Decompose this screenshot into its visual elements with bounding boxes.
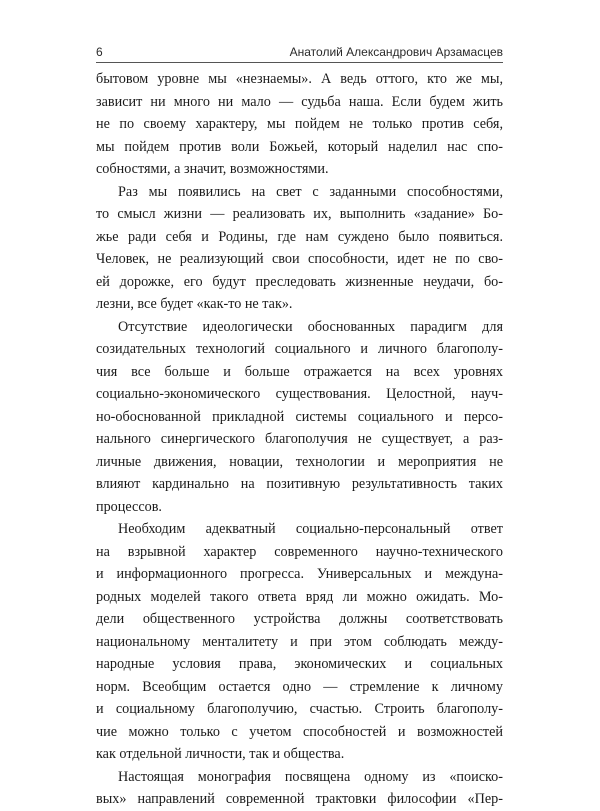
text-line: национальному менталитету и при этом соблюдать между- <box>96 633 503 650</box>
text-line: и информационного прогресса. Универсальных и междуна- <box>96 566 503 582</box>
text-line: норм. Всеобщим остается одно — стремление к личному <box>96 678 503 695</box>
page-header <box>96 44 503 62</box>
text-line: мы пойдем против воли Божьей, который наделил нас спо- <box>96 138 503 155</box>
page-number: 6 <box>96 45 103 59</box>
text-line: ей дорожке, его будут преследовать жизненные неудачи, бо- <box>96 273 503 290</box>
text-line: как отдельной личности, так и общества. <box>96 746 345 762</box>
text-line: влияют кардинально на позитивную результативность таких <box>96 476 503 492</box>
text-line: Необходим адекватный социально-персональный ответ <box>118 521 503 537</box>
text-line: Настоящая монография посвящена одному из «поиско- <box>118 768 503 785</box>
text-line: зависит ни много ни мало — судьба наша. Если будем жить <box>96 93 503 110</box>
text-line: жье ради себя и Родины, где нам суждено было появиться. <box>96 228 503 245</box>
text-line: личные движения, новации, технологии и мероприятия не <box>96 453 503 470</box>
text-line: и социальному благополучию, счастью. Строить благополу- <box>96 701 503 717</box>
header-rule <box>96 62 503 63</box>
body-text <box>96 68 503 811</box>
text-line: но-обоснованной прикладной системы социального и персо- <box>96 408 503 425</box>
text-line: чия все больше и больше отражается на всех уровнях <box>96 363 503 380</box>
text-line: чие можно только с учетом способностей и возможностей <box>96 723 503 740</box>
text-line: процессов. <box>96 498 162 515</box>
text-line: вых» направлений современной трактовки философии «Пер- <box>96 791 503 807</box>
text-line: социально-экономического существования. Целостной, науч- <box>96 386 503 402</box>
text-line: Раз мы появились на свет с заданными способностями, <box>118 183 503 200</box>
text-line: не по своему характеру, мы пойдем не только против себя, <box>96 116 503 132</box>
text-line: бытовом уровне мы «незнаемы». А ведь оттого, кто же мы, <box>96 71 503 87</box>
text-line: лезни, все будет «как-то не так». <box>96 296 293 312</box>
text-line: созидательных технологий социального и личного благополу- <box>96 341 503 357</box>
text-line: дели общественного устройства должны соответствовать <box>96 611 503 627</box>
text-line: то смысл жизни — реализовать их, выполнить «задание» Бо- <box>96 206 503 222</box>
text-line: собностями, а значит, возможностями. <box>96 161 329 177</box>
running-title: Анатолий Александрович Арзамасцев <box>289 45 503 59</box>
text-line: родных моделей такого ответа вряд ли можно ожидать. Мо- <box>96 588 503 605</box>
text-line: нального синергического благополучия не существует, а раз- <box>96 431 503 447</box>
text-line: народные условия права, экономических и социальных <box>96 656 503 672</box>
text-line: на взрывной характер современного научно-технического <box>96 543 503 560</box>
text-line: Отсутствие идеологически обоснованных парадигм для <box>118 318 503 335</box>
text-line: Человек, не реализующий свои способности, идет не по сво- <box>96 251 503 267</box>
